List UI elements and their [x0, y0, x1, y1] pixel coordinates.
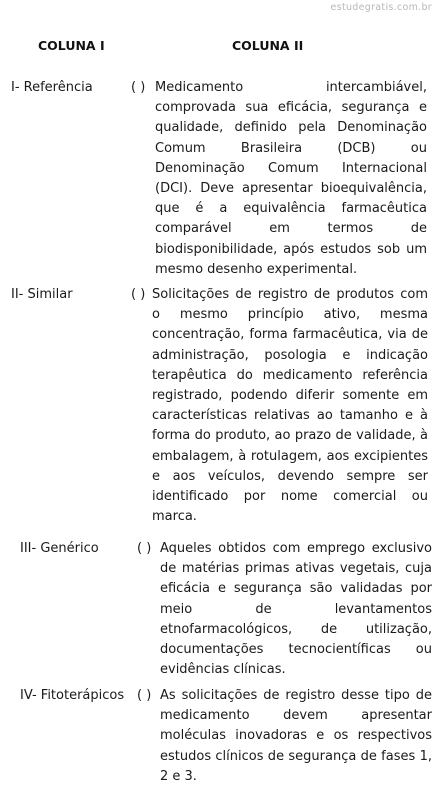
term-label: III- Genérico — [20, 541, 99, 556]
column-1-header: COLUNA I — [38, 38, 105, 53]
site-watermark: estudegratis.com.br — [330, 2, 432, 13]
answer-blank[interactable]: ( ) — [131, 287, 146, 302]
answer-blank[interactable]: ( ) — [137, 541, 152, 556]
description-text: Solicitações de registro de produtos com o mesmo princípio ativo, mesma concentração, forma farmacêutica, via de administração, posologia e indicação terapêutica do medicamento referência registrado, podendo diferir somente em características relativas ao tamanho e à forma do produto, ao prazo de validade, à embalagem, à rotulagem, aos excipientes e aos veículos, devendo sempre ser identificado por nome comercial ou marca. — [152, 287, 428, 525]
answer-blank[interactable]: ( ) — [137, 688, 152, 703]
description-text: Aqueles obtidos com emprego exclusivo de matérias primas ativas vegetais, cuja eficácia e segurança são validadas por meio de levantamentos etnofarmacológicos, de utilização, documentações tecnocientíficas ou evidências clínicas. — [160, 541, 432, 678]
column-2-header: COLUNA II — [232, 38, 304, 53]
term-label: I- Referência — [11, 80, 93, 95]
description-text: Medicamento intercambiável, comprovada sua eficácia, segurança e qualidade, definido pela Denominação Comum Brasileira (DCB) ou Denominação Comum Internacional (DCI). Deve apresentar bioequivalência, que é a equivalência farmacêutica comparável em termos de biodisponibilidade, após estudos sob um mesmo desenho experimental. — [155, 80, 427, 277]
answer-blank[interactable]: ( ) — [131, 80, 146, 95]
term-label: IV- Fitoterápicos — [20, 688, 125, 703]
description-text: As solicitações de registro desse tipo de medicamento devem apresentar moléculas inovadoras e os respectivos estudos clínicos de segurança de fases 1, 2 e 3. — [160, 688, 432, 784]
term-label: II- Similar — [11, 287, 73, 302]
